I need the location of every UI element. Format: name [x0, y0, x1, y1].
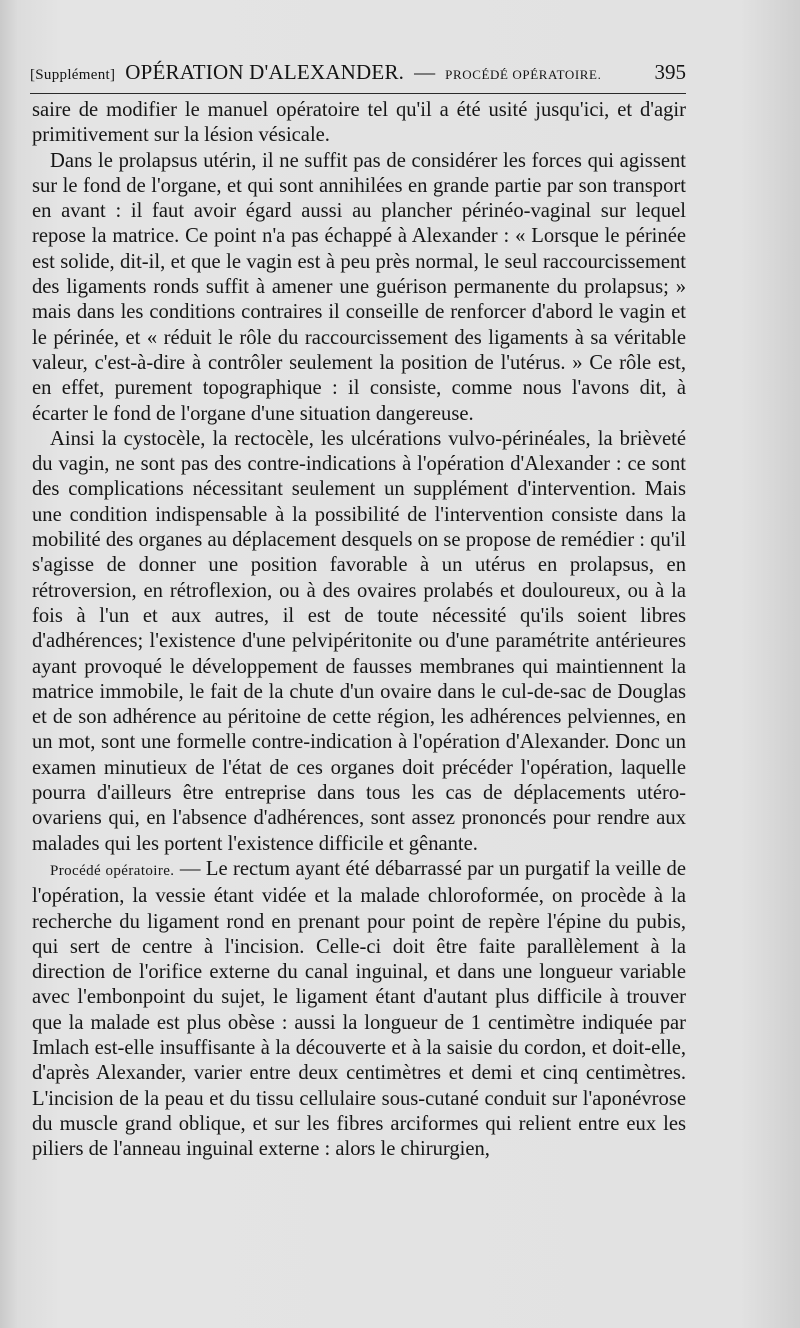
running-header [30, 60, 686, 94]
paragraph-procede-operatoire [32, 857, 686, 1163]
paragraph-continuation: saire de modifier le manuel opératoire tel qu'il a été usité jusqu'ici, et d'agir primitivement sur la lésion vésicale. [32, 99, 686, 147]
paragraph-contre-indications: Ainsi la cystocèle, la rectocèle, les ulcérations vulvo-périnéales, la brièveté du vagin, ne sont pas des contre-indications à l'opération d'Alexander : ce sont des complications nécessitant seulement un supplément d'intervention. Mais une condition indispensable à la possibilité de l'intervention consiste dans la mobilité des organes au déplacement desquels on se propose de remédier : qu'il s'agisse de donner une position favorable à un utérus en prolapsus, en rétroversion, en rétroflexion, ou à des ovaires prolabés et douloureux, ou à la fois à l'un et aux autres, il est de toute nécessité qu'ils soient libres d'adhérences; l'existence d'une pelvipéritonite ou d'une paramétrite antérieures ayant provoqué le développement de fausses membranes qui maintiennent la matrice immobile, le fait de la chute d'un ovaire dans le cul-de-sac de Douglas et de son adhérence au péritoine de cette région, les adhérences pelviennes, en un mot, sont une formelle contre-indication à l'opération d'Alexander. Donc un examen minutieux de l'état de ces organes doit précéder l'opération, laquelle pourra d'ailleurs être entreprise dans tous les cas de déplacements utéro-ovariens qui, en l'absence d'adhérences, sont assez prononcés pour rendre aux malades qui les portent l'existence difficile et gênante. [32, 427, 686, 855]
paragraph-procede-text: — Le rectum ayant été débarrassé par un purgatif la veille de l'opération, la vessie étant vidée et la malade chloroformée, on procède à la recherche du ligament rond en prenant pour point de repère l'épine du pubis, qui sert de centre à l'incision. Celle-ci doit être faite parallèlement à la direction de l'orifice externe du canal inguinal, et dans une longueur variable avec l'embonpoint du sujet, le ligament étant d'autant plus difficile à trouver que la malade est plus obèse : aussi la longueur de 1 centimètre indiquée par Imlach est-elle insuffisante à la découverte et à la saisie du cordon, et doit-elle, d'après Alexander, varier entre deux centimètres et demi et cinq centimètres. L'incision de la peau et du tissu cellulaire sous-cutané conduit sur l'aponévrose du muscle grand oblique, et sur les fibres arciformes qui relient entre eux les piliers de l'anneau inguinal externe : alors le chirurgien, [32, 857, 686, 1161]
page-number: 395 [654, 60, 686, 84]
header-rule [30, 93, 686, 94]
header-title: OPÉRATION D'ALEXANDER. [125, 60, 405, 84]
header-subtitle: PROCÉDÉ OPÉRATOIRE. [445, 67, 602, 82]
paragraph-prolapsus: Dans le prolapsus utérin, il ne suffit pas de considérer les forces qui agissent sur le fond de l'organe, et qui sont annihilées en grande partie par son transport en avant : il faut avoir égard aussi au plancher périnéo-vaginal sur lequel repose la matrice. Ce point n'a pas échappé à Alexander : « Lorsque le périnée est solide, dit-il, et que le vagin est à peu près normal, le seul raccourcissement des ligaments ronds suffit à amener une guérison permanente du prolapsus; » mais dans les conditions contraires il conseille de renforcer d'abord le vagin et le périnée, et « réduit le rôle du raccourcissement des ligaments à sa véritable valeur, c'est-à-dire à contrôler seulement la position de l'utérus. » Ce rôle est, en effet, purement topographique : il consiste, comme nous l'avons dit, à écarter le fond de l'organe d'une situation dangereuse. [32, 149, 686, 425]
header-dash: — [414, 60, 436, 84]
header-section: [Supplément] [30, 67, 116, 83]
section-heading: Procédé opératoire. [50, 862, 175, 879]
body-text [32, 98, 686, 1162]
